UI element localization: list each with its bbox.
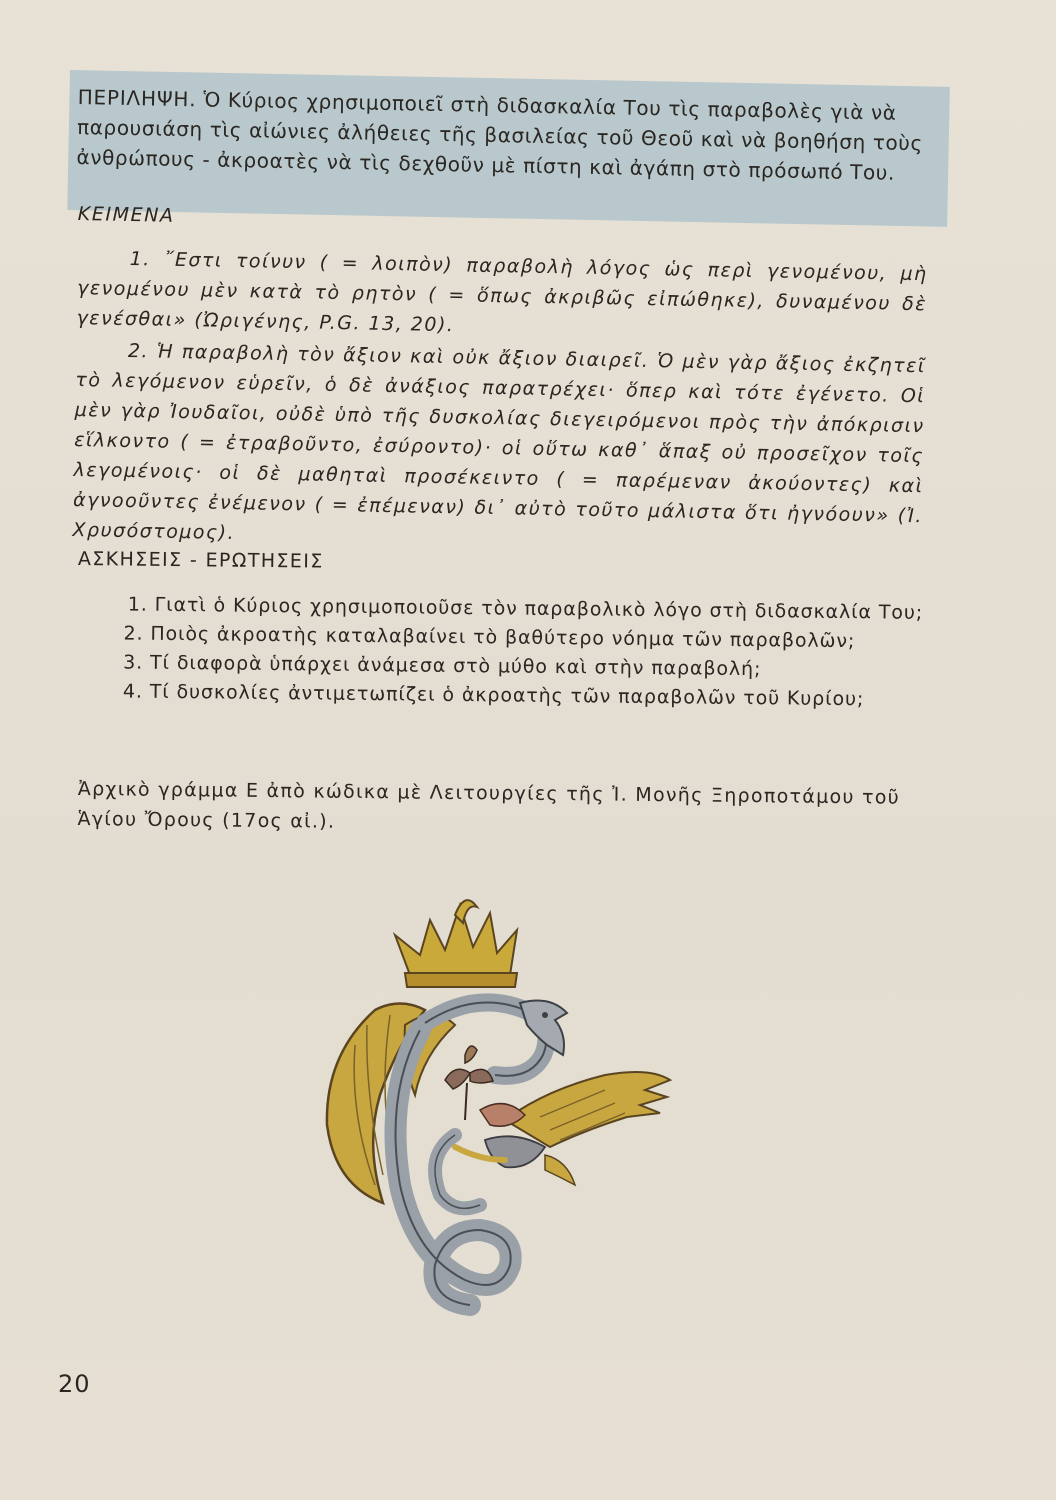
texts-heading: ΚΕΙΜΕΝΑ: [77, 203, 175, 227]
illuminated-initial-epsilon: [305, 885, 685, 1325]
question-4: 4. Τί δυσκολίες ἀντιμετωπίζει ὁ ἀκροατὴς τῶν παραβολῶν τοῦ Κυρίου;: [122, 680, 865, 711]
page-number: 20: [58, 1370, 91, 1398]
text-excerpt-1: 1. ῎Εστι τοίνυν ( = λοιπὸν) παραβολὴ λόγος ὡς περὶ γενομένου, μὴ γενομένου μὲν κατὰ τὸ ρητὸν ( = ὅπως ἀκριβῶς εἰπώθηκε), δυναμένου δὲ γενέσθαι» (Ὠριγένης, P.G. 13, 20).: [76, 247, 928, 337]
exercises-list: [77, 590, 928, 715]
crown-icon: [395, 900, 517, 987]
text-excerpt-2: 2. Ἡ παραβολὴ τὸν ἄξιον καὶ οὐκ ἄξιον διαιρεῖ. Ὁ μὲν γὰρ ἄξιος ἐκζητεῖ τὸ λεγόμενον εὑρεῖν, ὁ δὲ ἀνάξιος παρατρέχει· ὅπερ καὶ τότε ἐγένετο. Οἱ μὲν γὰρ Ἰουδαῖοι, οὐδὲ ὑπὸ τῆς δυσκολίας διεγειρόμενοι πρὸς τὴν ἀπόκρισιν εἵλκοντο ( = ἐτραβοῦντο, ἐσύροντο)· οἱ οὕτω καθ᾽ ἅπαξ οὐ προσεῖχον τοῖς λεγομένοις· οἱ δὲ μαθηταὶ προσέκειντο ( = παρέμεναν ἀκούοντες) καὶ ἀγνοοῦντες ἐνέμενον ( = ἐπέμεναν) δι᾽ αὐτὸ τοῦτο μάλιστα ὅτι ἠγνόουν» (Ἰ. Χρυσόστομος).: [72, 339, 927, 545]
question-3: 3. Τί διαφορὰ ὑπάρχει ἀνάμεσα στὸ μύθο καὶ στὴν παραβολή;: [123, 651, 762, 681]
question-1: 1. Γιατὶ ὁ Κύριος χρησιμοποιοῦσε τὸν παραβολικὸ λόγο στὴ διδασκαλία Του;: [127, 593, 924, 624]
summary-paragraph: [76, 82, 938, 188]
illustration-caption: Ἀρχικὸ γράμμα Ε ἀπὸ κώδικα μὲ Λειτουργίες τῆς Ἰ. Μονῆς Ξηροποτάμου τοῦ Ἁγίου Ὄρους (17ος αἰ.).: [77, 777, 901, 833]
question-2: 2. Ποιὸς ἀκροατὴς καταλαβαίνει τὸ βαθύτερο νόημα τῶν παραβολῶν;: [123, 622, 856, 653]
summary-text: Ὁ Κύριος χρησιμοποιεῖ στὴ διδασκαλία Του τὶς παραβολὲς γιὰ νὰ παρουσιάση τὶς αἰώνιες ἀλήθειες τῆς βασιλείας τοῦ Θεοῦ καὶ νὰ βοηθήση τοὺς ἀνθρώπους - ἀκροατὲς νὰ τὶς δεχθοῦν μὲ πίστη καὶ ἀγάπη στὸ πρόσωπό Του.: [76, 87, 924, 185]
gold-claw-icon: [505, 1072, 670, 1147]
texts-section: [72, 243, 928, 563]
summary-label: ΠΕΡΙΛΗΨΗ.: [77, 84, 197, 112]
exercises-heading: ΑΣΚΗΣΕΙΣ - ΕΡΩΤΗΣΕΙΣ: [77, 548, 324, 573]
